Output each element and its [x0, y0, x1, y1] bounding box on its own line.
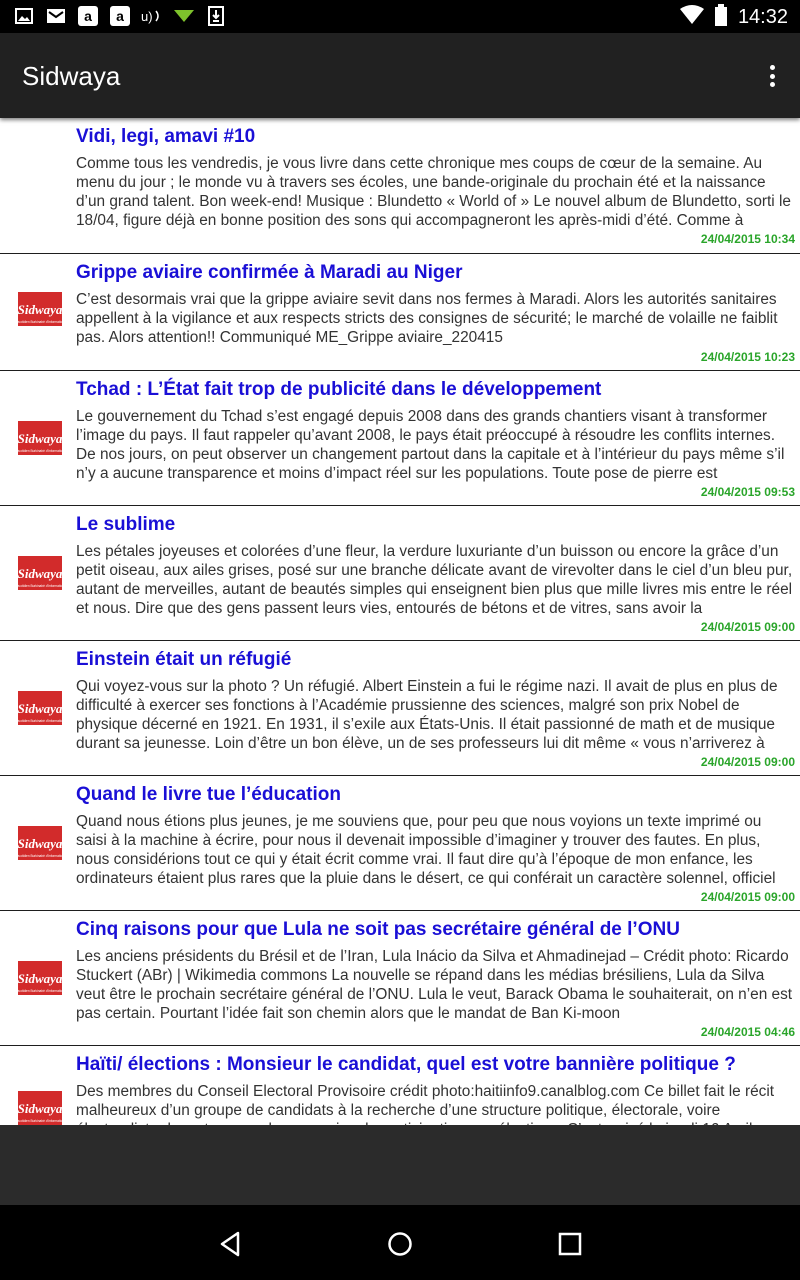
logo-text: Sidwaya	[17, 431, 63, 446]
article-date: 24/04/2015 09:00	[700, 890, 795, 904]
system-icons	[680, 4, 788, 31]
article-excerpt: Les anciens présidents du Brésil et de l’Iran, Lula Inácio da Silva et Ahmadinejad – Crédit photo: Ricardo Stuckert (ABr) | Wikimedia commons La nouvelle se répand dans les médias brésiliens, Lula da Silva veut être le prochain secrétaire général de l’ONU. Lula le veut, Barack Obama le souhaiterait, on n’en est pas certain. Pourtant l’idée fait son chemin alors que le mandat de Ban Ki-moon	[76, 948, 793, 1022]
logo-text: Sidwaya	[17, 1101, 63, 1116]
logo-text: Sidwaya	[17, 302, 63, 317]
sidwaya-logo	[15, 292, 65, 326]
svg-text:a: a	[84, 8, 92, 24]
article-date: 24/04/2015 09:00	[700, 755, 795, 769]
ubuntu-one-icon	[142, 6, 162, 26]
download-icon	[206, 6, 226, 26]
logo-text: Sidwaya	[17, 971, 63, 986]
article-list[interactable]	[0, 118, 800, 1125]
article-item[interactable]	[0, 254, 800, 371]
article-date: 24/04/2015 04:46	[700, 1025, 795, 1039]
article-date: 24/04/2015 10:23	[700, 350, 795, 364]
sidwaya-logo	[15, 826, 65, 860]
logo-text: Sidwaya	[17, 566, 63, 581]
article-title[interactable]: Quand le livre tue l’éducation	[76, 784, 341, 805]
article-title[interactable]: Einstein était un réfugié	[76, 649, 292, 670]
logo-text: Sidwaya	[17, 836, 63, 851]
logo-tagline: Quotidien Burkinabè d'Information	[15, 719, 65, 723]
sidwaya-logo	[15, 691, 65, 725]
notification-icons	[14, 6, 226, 26]
article-item[interactable]	[0, 371, 800, 506]
sidwaya-logo	[15, 1091, 65, 1125]
svg-text:u): u)	[141, 9, 153, 24]
recents-icon[interactable]	[555, 1229, 585, 1259]
status-bar	[0, 0, 800, 33]
article-item[interactable]	[0, 776, 800, 911]
sidwaya-logo	[15, 556, 65, 590]
mail-icon	[46, 6, 66, 26]
article-date: 24/04/2015 09:53	[700, 485, 795, 499]
article-title[interactable]: Grippe aviaire confirmée à Maradi au Niger	[76, 262, 463, 283]
logo-tagline: Quotidien Burkinabè d'Information	[15, 449, 65, 453]
svg-text:a: a	[116, 8, 124, 24]
article-date: 24/04/2015 10:34	[700, 232, 795, 246]
article-excerpt: Quand nous étions plus jeunes, je me souviens que, pour peu que nous voyions un texte imprimé ou saisi à la machine à écrire, pour nous il devenait impossible d’imaginer y trouver des fautes. En plus, nous considérions tout ce qui y était écrit comme vrai. Il faut dire qu’à l’époque de mon enfance, les ordinateurs étaient plus rares que la pluie dans le désert, ce qui conférait un caractère solennel, officiel	[76, 813, 776, 887]
download-arrow-icon	[174, 6, 194, 26]
article-excerpt: Comme tous les vendredis, je vous livre dans cette chronique mes coups de cœur de la semaine. Au menu du jour ; le monde vu à travers ses écoles, une bande-originale du prochain été et la naissance d’un grand talent. Bon week-end! Musique : Blundetto « World of » Le nouvel album de Blundetto, sorti le 18/04, figure déjà en bonne position des sons qui accompagneront les après-midi d’été. Comme à	[76, 155, 791, 229]
article-title[interactable]: Vidi, legi, amavi #10	[76, 126, 256, 147]
logo-tagline: Quotidien Burkinabè d'Information	[15, 1119, 65, 1123]
bottom-panel	[0, 1125, 800, 1205]
battery-icon	[714, 4, 728, 31]
article-excerpt: Les pétales joyeuses et colorées d’une fleur, la verdure luxuriante d’un buisson ou encore la grâce d’un petit oiseau, aux ailes grises, posé sur une branche délicate avant de virevolter dans le ciel d’un bleu pur, autant de merveilles, autant de beautés simples qui enseignent bien plus que mille livres mis entre le réel et nous. Dire que des gens passent leurs vies, entourés de bétons et de vitres, sans avoir la	[76, 543, 793, 617]
logo-text: Sidwaya	[17, 701, 63, 716]
back-icon[interactable]	[215, 1229, 245, 1259]
article-title[interactable]: Haïti/ élections : Monsieur le candidat, quel est votre bannière politique ?	[76, 1054, 736, 1075]
more-vert-icon[interactable]	[764, 61, 780, 91]
status-time: 14:32	[737, 6, 788, 28]
article-excerpt: Qui voyez-vous sur la photo ? Un réfugié. Albert Einstein a fui le régime nazi. Il avait de plus en plus de difficulté à exercer ses fonctions à l’Académie prussienne des sciences, malgré son prix Nobel de physique décerné en 1921. En 1931, il s’exile aux États-Unis. Il était passionné de math et de musique durant sa jeunesse. Loin d’être un bon élève, un de ses professeurs lui dit même « vous n’arriverez à	[76, 678, 778, 752]
article-item[interactable]	[0, 911, 800, 1046]
article-excerpt: C’est desormais vrai que la grippe aviaire sevit dans nos fermes à Maradi. Alors les autorités sanitaires appellent à la vigilance et aux respects stricts des consignes de sécurité; le marché de volaille ne faiblit pas. Alors attention!! Communiqué ME_Grippe aviaire_220415	[76, 291, 778, 346]
amazon-icon	[78, 6, 98, 26]
app-title: Sidwaya	[22, 61, 121, 91]
amazon-icon	[110, 6, 130, 26]
article-item[interactable]	[0, 506, 800, 641]
article-excerpt: Le gouvernement du Tchad s’est engagé depuis 2008 dans des grands chantiers visant à transformer l’image du pays. Il faut rappeler qu’avant 2008, le pays était préoccupé à résoudre les conflits internes. De nos jours, on peut observer un changement partout dans la capitale et à l’intérieur du pays même s’il n’y a aucune transparence et moins d’impact réel sur les populations. Toute pose de pierre est	[76, 408, 785, 482]
article-title[interactable]: Le sublime	[76, 514, 176, 535]
sidwaya-logo	[15, 961, 65, 995]
wifi-icon	[680, 5, 704, 30]
article-item[interactable]	[0, 641, 800, 776]
image-icon	[14, 6, 34, 26]
article-date: 24/04/2015 09:00	[700, 620, 795, 634]
article-excerpt: Des membres du Conseil Electoral Provisoire crédit photo:haitiinfo9.canalblog.com Ce billet fait le récit malheureux d’un groupe de candidats à la recherche d’une structure politique, électorale, voire	[76, 1083, 775, 1119]
sidwaya-logo	[15, 421, 65, 455]
logo-tagline: Quotidien Burkinabè d'Information	[15, 320, 65, 324]
article-title[interactable]: Tchad : L’État fait trop de publicité dans le développement	[76, 379, 602, 400]
navigation-bar	[0, 1205, 800, 1280]
logo-tagline: Quotidien Burkinabè d'Information	[15, 989, 65, 993]
app-bar	[0, 33, 800, 118]
logo-tagline: Quotidien Burkinabè d'Information	[15, 854, 65, 858]
logo-tagline: Quotidien Burkinabè d'Information	[15, 584, 65, 588]
home-icon[interactable]	[385, 1229, 415, 1259]
article-item[interactable]	[0, 118, 800, 254]
article-title[interactable]: Cinq raisons pour que Lula ne soit pas secrétaire général de l’ONU	[76, 919, 680, 940]
